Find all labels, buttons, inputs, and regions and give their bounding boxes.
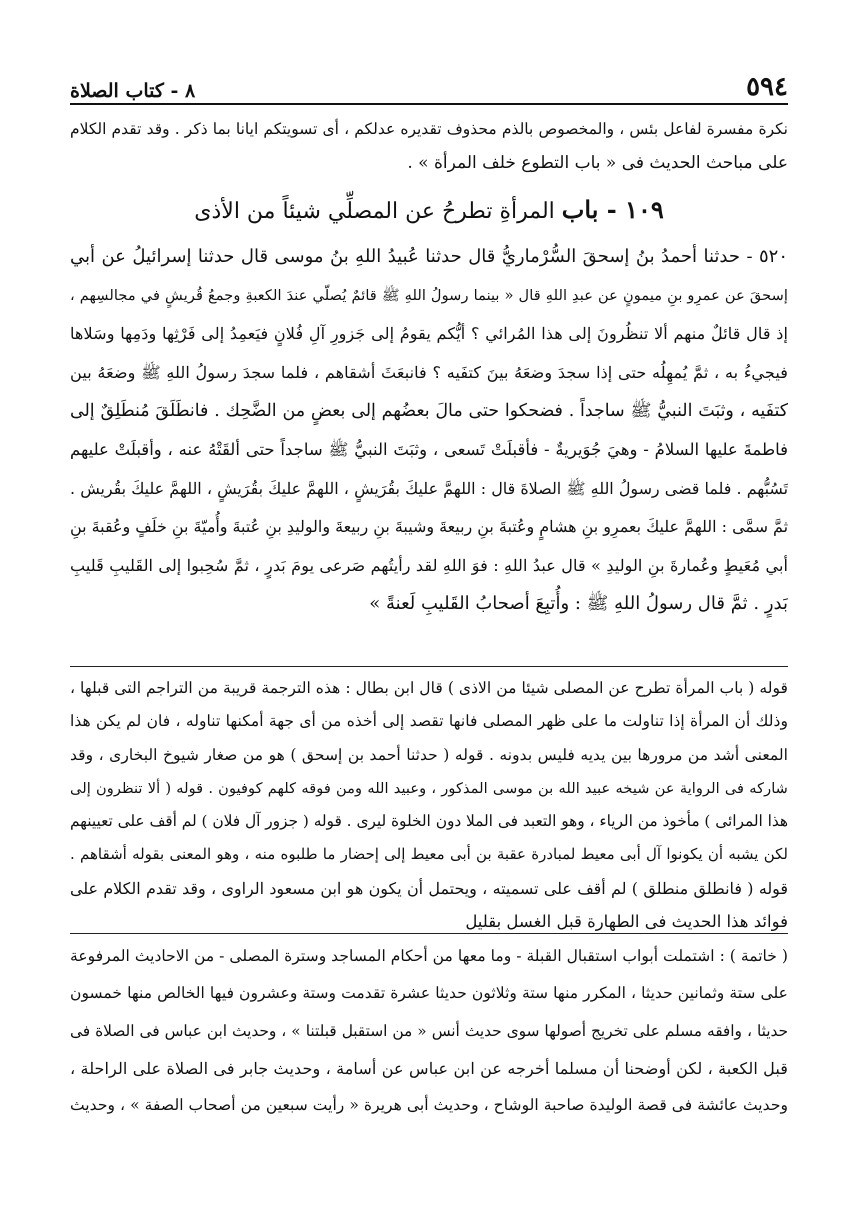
text-line: فوائد هذا الحديث فى الطهارة قبل الغسل بقليل [465,912,788,932]
text-line: كتفَيه ، وثبَتَ النبيُّ ﷺ ساجداً . فضحكوا حتى مالَ بعضُهم إلى بعضٍ من الضَّحِك . فانطَلَقَ مُنطَلِقٌ إلى [70,401,788,422]
text-line: قبل الكعبة ، لكن أوضحنا أن مسلما أخرجه عن ابن عباس عن أسامة ، وحديث جابر فى الصلاة على الراحلة ، [70,1058,788,1078]
text-line: المعنى أشد من مرورها بين يديه فليس بدونه . قوله ( حدثنا أحمد بن إسحق ) هو من صغار شيوخ البخارى ، وقد [70,745,788,764]
page-header [70,58,788,102]
text-line: ( خاتمة ) : اشتملت أبواب استقبال القبلة - وما معها من أحكام المساجد وسترة المصلى - من الاحاديث المرفوعة [70,947,788,965]
text-line: هذا المرائى ) مأخوذ من الرياء ، وهو التعبد فى الملا دون الخلوة ليرى . قوله ( جزور آل فلان ) لم أقف على تعيينهم [70,812,788,831]
text-line: فاطمةَ عليها السلامُ - وهيَ جُوَيريةٌ - فأقبلَتْ تَسعى ، وثبَتَ النبيُّ ﷺ ساجداً حتى ألقَتْهُ عنه ، وأقبلَتْ عليهم [70,439,788,459]
chapter-title: ٨ - كتاب الصلاة [70,80,196,102]
khatima-text [70,938,788,1124]
text-line: إسحقَ عن عمرِو بنِ ميمونٍ عن عبدِ اللهِ قال « بينما رسولُ اللهِ ﷺ قائمٌ يُصلّي عندَ الكعبةِ وجمعُ قُريشٍ في مجالسِهم ، [70,286,788,304]
text-line: أبي مُعَيطٍ وعُمارةَ بنِ الوليدِ » قال عبدُ اللهِ : فوَ اللهِ لقد رأيتُهم صَرعى يومَ بَدرٍ ، ثمَّ سُحِبوا إلى القَليبِ قَليبِ [70,555,788,575]
text-line: قوله ( باب المرأة تطرح عن المصلى شيئا من الاذى ) قال ابن بطال : هذه الترجمة قريبة من التراجم التى قبلها ، [70,679,788,697]
text-line: وحديث عائشة فى قصة الوليدة صاحبة الوشاح ، وحديث أبى هريرة « رأيت سبعين من أصحاب الصفة » ، وحديث [70,1096,788,1115]
text-line: قوله ( فانطلق منطلق ) لم أقف على تسميته ، ويحتمل أن يكون هو ابن مسعود الراوى ، وقد تقدم الكلام على [70,878,788,898]
text-line: حديثا ، وافقه مسلم على تخريج أصولها سوى حديث أنس « من استقبل قبلتنا » ، وحديث ابن عباس فى الصلاة فى [70,1021,788,1040]
section-divider [70,933,788,934]
page-number: ٥٩٤ [746,72,788,102]
text-line: ٥٢٠ - حدثنا أحمدُ بنُ إسحقَ السُّرْماريُّ قال حدثنا عُبيدُ اللهِ بنُ موسى قال حدثنا إسرائيلُ عن أبي [70,246,788,267]
text-line: وذلك أن المرأة إذا تناولت ما على ظهر المصلى فانها تقصد إلى أخذه من أى جهة أمكنها تناوله ، فان لم يكن هذا [70,712,788,731]
section-divider [70,666,788,667]
bab-heading [70,190,788,230]
text-line: نكرة مفسرة لفاعل بئس ، والمخصوص بالذم محذوف تقديره عدلكم ، أى تسويتكم ايانا بما ذكر . وقد تقدم الكلام [70,120,788,138]
hadith-text [70,238,788,624]
text-line: تَسُبُّهم . فلما قضى رسولُ اللهِ ﷺ الصلاةَ قال : اللهمَّ عليكَ بقُرَيشٍ ، اللهمَّ عليكَ بقُرَيشٍ ، اللهمَّ عليكَ بقُريش . [70,478,788,498]
text-line: فيجيءُ به ، ثمَّ يُمهِلُه حتى إذا سجدَ وضعَهُ بينَ كتفَيه ؟ فانبعَثَ أشقاهم ، فلما سجدَ رسولُ اللهِ ﷺ وضعَهُ بين [70,362,788,382]
bab-title: المرأةِ تطرحُ عن المصلِّي شيئاً من الأذى [194,199,555,224]
text-line: شاركه فى الرواية عن شيخه عبيد الله بن موسى المذكور ، وعبيد الله ومن فوقه كلهم كوفيون . قوله ( ألا تنظرون إلى [70,779,788,797]
bab-number: ١٠٩ - باب [561,195,664,224]
intro-paragraph [70,112,788,180]
text-line: إذ قال قائلٌ منهم ألا تنظُرونَ إلى هذا المُرائي ؟ أيُّكم يقومُ إلى جَزورِ آلِ فُلانٍ فيَعمِدُ إلى فَرْثِها ودَمِها وسَلاها [70,324,788,344]
text-line: على ستة وثمانين حديثا ، المكرر منها ستة وثلاثون حديثا عشرة تقدمت وستة وعشرون فيها الخالص منها خمسون [70,984,788,1003]
text-line: ثمَّ سمَّى : اللهمَّ عليكَ بعمرِو بنِ هشامٍ وعُتبةَ بنِ ربيعةَ وشيبةَ بنِ ربيعةَ والوليدِ بنِ عُتبةَ وأُميّةَ بنِ خلَفٍ وعُقبةَ بنِ [70,517,788,537]
text-line: على مباحث الحديث فى « باب التطوع خلف المرأة » . [407,153,788,173]
commentary-text [70,672,788,938]
header-rule [70,103,788,105]
text-line: بَدرٍ . ثمَّ قال رسولُ اللهِ ﷺ : وأُتبِعَ أصحابُ القَليبِ لَعنةً » [369,593,788,615]
text-line: لكن يشبه أن يكونوا آل أبى معيط لمبادرة عقبة بن أبى معيط إلى إحضار ما طلبوه منه ، وهو المعنى بقوله أشقاهم . [70,845,788,864]
